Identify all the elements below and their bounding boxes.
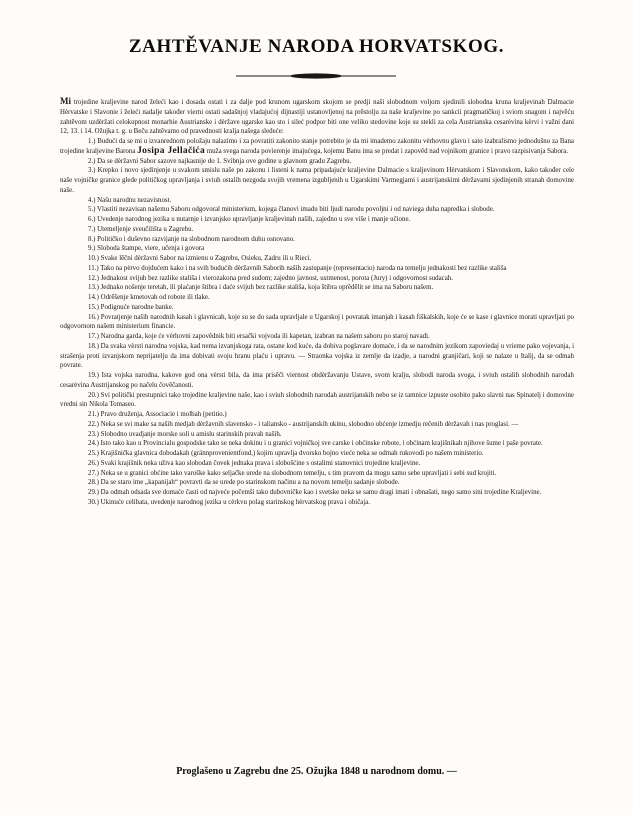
demand-item: 19.) Ista vojska narodna, kakove god ona vèrsti bila, da ima prisěči viernost obdèržavanju Ustave, svom kralju, slobodi naroda svoga, i sviuh ostalih slobodnih narodah cesarėvina Austrijanskog po načelu čověčanosti. [60,372,574,389]
demand-item: 17.) Narodna garda, koje će vèrhovni zapovědnik biti ersački vojvoda ili kapetan, izabran na našem saboru po staroj navadi. [88,333,430,340]
demand-item: 23.) Slobodno uvadjanje morske soli u amislu starinskih pravah naših. [88,430,282,438]
demand-item: 10.) Svake lěčni dèržavni Sabor na izmienu u Zagrebu, Osieku, Zadru ili u Rieci. [88,255,312,262]
demand-item: 11.) Tako na pèrvo dojdućem kako i na svih budućih dèržavnih Saborih naših zastupanje (representacio) naroda na temelju jednakosti bez razlike stališa [88,264,507,272]
demand-item: 27.) Neka se u granici obćine tako varoške kako seljačke urede na slobodnom temelju, s tim pravom da mogu samo sebe upravljati i sebi sud krojiti. [88,469,497,477]
demand-item: 22.) Neka se svi make sa naših medjah dèržavnih slavensko - i taliansko - austrijanskih ukinu, slobodno obćenje izmedju rečenih dèržavah i nas proglasi. — [88,420,519,428]
demand-item: 7.) Utemeljenje sveučilišta u Zagrebu. [88,225,194,233]
title-ornament-rule [236,72,396,80]
demand-item-1-text-a: 1.) Budući da se mi u izvanrednom položaju nalazimo i za povratiti zakonito stanje potrebito je da mi imademo zakonitu vèrhovnu glavu i sato izabralismo jednodušno za Bana trojedine kraljevine Barona [60,138,574,155]
demand-item: 18.) Da svaka vèrsti narodna vojska, kad nema izvanjskoga rata, ostane kod kuće, da dobiva poglavare domaće, i da se narodnim jezikom zapoviedaj u vrieme pako vojevanja, i strašenja proti izvanjskom neprijatelju da ima dobivati svoju hranu plaću i upravu. — Straonka vojska iz zemlje da izadje, a narodni granjičari, koji se nalaze u Italij, da se odmah povrate. [60,342,574,370]
ban-name: Josipa Jellačića [137,145,205,156]
demand-item: 9.) Sloboda štampe, viere, učenja i govora [88,245,205,253]
demand-item: 6.) Uvedenje narodnog jezika u nutarnje i izvanjsko upravljanje kraljevinah naših, zajedno u sve više i manje učione. [88,216,411,223]
intro-dropcap: Mi [60,96,71,106]
demand-item: 4.) Našu narodnu nezavisnost. [88,196,172,204]
demand-item: 24.) Isto tako kao u Provincialu gospodske tako se neka dokinu i u granici vojničkoj sve carske i obćinske robote, i obćinam krajišnikah njihove šume i paše povrate. [88,440,543,448]
demand-item: 20.) Svi politički prestupnici tako trojedine kraljevine naše, kao i sviuh slobodnih narodah austrijanskih nebo se iz tamnice izpuste osobito pako slavni nas Spinatelj i domovine vredni sin Nikola Tomaseo. [60,391,574,409]
demand-item: 13.) Jednako nošenje teretah, ili plaćanje štibra i daće svijuh bez razlike stališa, koja štibra oprědělit se ima na Saboru našem. [88,284,434,292]
demand-item: 26.) Svaki krajišnik neka uživa kao slobodan čovek jednaka prava i slobošćine s ostalimi stanovnici trojedine kraljevine. [88,459,421,467]
demand-item: 21.) Pravo druženja, Associacie i molbah (petitio.) [88,411,227,418]
demand-item: 2.) Da se dèržavni Sabor sazove najkasnije do 1. Svibnja ove godine u glavnom gradu Zagrebu. [88,157,352,165]
demand-item: 14.) Odrěšenje kmetovah od robote ili tlake. [88,294,210,301]
demand-item: 15.) Podignuće narodne banke. [88,303,174,311]
proclamation-footer: Proglašeno u Zagrebu dne 25. Ožujka 1848 u narodnom domu. — [176,766,457,777]
demand-item: 30.) Ukinuće celibata, uvedenje narodnog jezika u cèrkvu polag starinskog hèrvatskog prava i običaja. [88,498,371,506]
demand-item: 12.) Jednakost svijuh bez razlike stališa i vierozakona pred sudom; zajedno javnost, ustmenost, porota (Jury) i odgovornost sudacah. [88,274,453,282]
demand-item: 29.) Da odmah odsada sve domaće časti od najveće počemši tako dubovničke kao i svetske neka se samo dragi imati i obnašati, nego samo sini trojedine Kraljevine. [88,489,542,496]
demand-item: 8.) Političko i duševno razvijanje na slobodnom narodnom duhu osnovano. [88,235,295,243]
document-title: ZAHTĚVANJE NARODA HORVATSKOG. [128,36,505,57]
intro-text: trojedine kraljevine narod želeći kao i dosada ostati i za dalje pod krunom ugarskom skojom se predji naši slobodnom voljom sjedinili slobodna kruna kraljevinah Dalmacie Hèrvatske i Slavonie i želeći nadalje također vierni ostati sadašnjoj vladajućoj dijnastiji ustanovljenoj na prěstolju za naše kraljevine po sankcii pragmatičkoj i sviom snagom i najvěću zahtěvom uzdèržati celokupnost monarhie Austrianske i dèržave ugarske kao sto i sileć podpor biti one veliko stedovine koje su stekli za cela Austrianska cesarėvina kèrvi i važni dani 12, 13. i 14. Ožujka t. g. u Beču zahtěvamo od pravednosti kralja našega sledeće: [60,99,574,136]
document-body [60,97,574,508]
demand-item-1-text-b: muža svega naroda povierenje imajućega, kojemu Banu ima se predat i zapověd nad vojnikom granice i pravo razpisivanja Sabora. [206,147,568,155]
demand-item: 25.) Krajišnička glavnica dobodakah (grännprovenientfond,) kojim upravlja dvorsko bojno vieće neka se odmah rukovodi po našem ministerio. [88,450,484,457]
demand-item: 28.) Da se staro ime „kapanijah“ povravti da se urede po starinskom načinu a na novom temelju sadanje slobode. [88,479,400,487]
demand-item: 5.) Vlastiti nezavisan našemu Saboru odgovoral ministerium, kojega članovi imadu biti ljudi narodu povoljni i od naviega duha napredka i slobode. [88,206,495,214]
demand-item-1 [60,137,574,157]
intro-paragraph [60,97,574,137]
demand-item: 3.) Krepko i novo sjedinjenje u svakom smislu naše po zakonu i listeni k nama pripadajuće kraljevine Dalmacie s kraljevinom Hèrvatskom i Slavonskom, kako također cele naše vojničke granice glede političkog upravljanja i sviuh ostalih nezgoda svojih vremena izgubljenih u Ugarskimi Varmegjami i austrijanskimi dèržavami sjedinjenih stranah domovine naše. [60,167,574,194]
demand-item: 16.) Povratjenje naših narodnih kasah i glavnicah, koje su se do sada upravljale u Ugarskoj i povratak imanjah i kasah fiškalskih, koje će se kase i glavnice morati upravljati po odgovornom našem ministerium financie. [60,313,574,331]
